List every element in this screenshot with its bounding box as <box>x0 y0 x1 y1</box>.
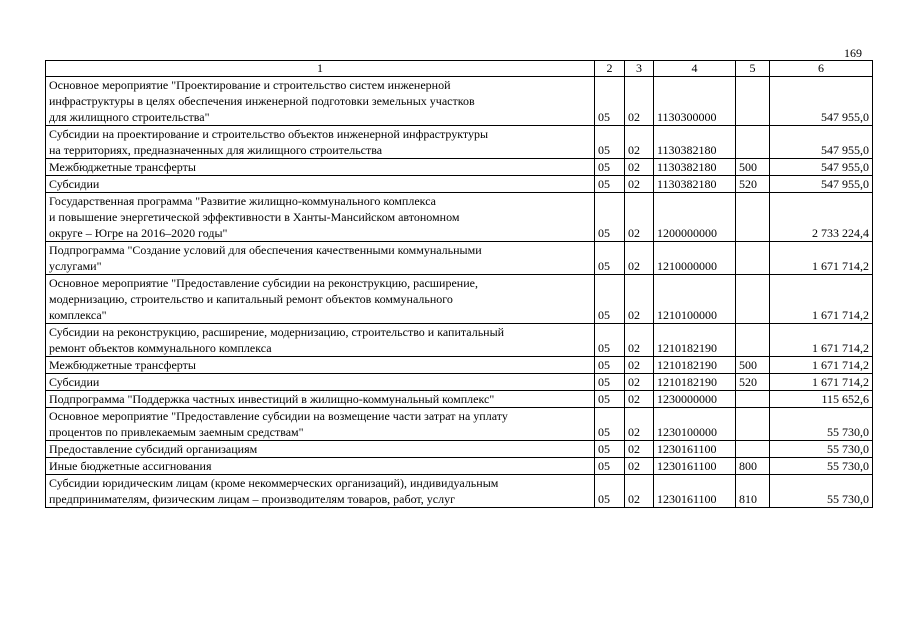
section-cell: 05 <box>595 126 625 159</box>
amount-cell: 55 730,0 <box>770 475 873 508</box>
subsection-cell: 02 <box>625 324 654 357</box>
table-row <box>46 193 873 242</box>
section-cell: 05 <box>595 408 625 441</box>
budget-table <box>45 60 873 508</box>
row-name-cell: Предоставление субсидий организациям <box>46 441 595 458</box>
column-header: 5 <box>736 61 770 77</box>
table-row <box>46 391 873 408</box>
table-row <box>46 242 873 275</box>
expense-type-cell <box>736 391 770 408</box>
subsection-cell: 02 <box>625 408 654 441</box>
amount-cell: 1 671 714,2 <box>770 242 873 275</box>
table-row <box>46 441 873 458</box>
row-name-cell: Основное мероприятие "Проектирование и строительство систем инженерной инфраструктуры в целях обеспечения инженерной подготовки земельных участков для жилищного строительства" <box>46 77 595 126</box>
amount-cell: 115 652,6 <box>770 391 873 408</box>
table-header-row <box>46 61 873 77</box>
row-name-cell: Субсидии на реконструкцию, расширение, модернизацию, строительство и капитальный ремонт объектов коммунального комплекса <box>46 324 595 357</box>
table-row <box>46 275 873 324</box>
row-name-cell: Подпрограмма "Поддержка частных инвестиций в жилищно-коммунальный комплекс" <box>46 391 595 408</box>
row-name-cell: Основное мероприятие "Предоставление субсидии на возмещение части затрат на уплату процентов по привлекаемым заемным средствам" <box>46 408 595 441</box>
table-row <box>46 159 873 176</box>
amount-cell: 547 955,0 <box>770 126 873 159</box>
table-row <box>46 357 873 374</box>
subsection-cell: 02 <box>625 374 654 391</box>
subsection-cell: 02 <box>625 475 654 508</box>
expense-type-cell <box>736 324 770 357</box>
expense-type-cell <box>736 126 770 159</box>
table-row <box>46 324 873 357</box>
expense-type-cell <box>736 242 770 275</box>
row-name-cell: Иные бюджетные ассигнования <box>46 458 595 475</box>
subsection-cell: 02 <box>625 126 654 159</box>
subsection-cell: 02 <box>625 77 654 126</box>
column-header: 1 <box>46 61 595 77</box>
table-row <box>46 176 873 193</box>
section-cell: 05 <box>595 275 625 324</box>
table-row <box>46 408 873 441</box>
amount-cell: 1 671 714,2 <box>770 324 873 357</box>
subsection-cell: 02 <box>625 391 654 408</box>
target-code-cell: 1130382180 <box>654 176 736 193</box>
section-cell: 05 <box>595 176 625 193</box>
section-cell: 05 <box>595 458 625 475</box>
target-code-cell: 1230161100 <box>654 475 736 508</box>
subsection-cell: 02 <box>625 159 654 176</box>
table-row <box>46 458 873 475</box>
amount-cell: 55 730,0 <box>770 441 873 458</box>
expense-type-cell <box>736 193 770 242</box>
target-code-cell: 1230161100 <box>654 458 736 475</box>
subsection-cell: 02 <box>625 275 654 324</box>
row-name-cell: Подпрограмма "Создание условий для обеспечения качественными коммунальными услугами" <box>46 242 595 275</box>
expense-type-cell <box>736 408 770 441</box>
target-code-cell: 1210182190 <box>654 374 736 391</box>
expense-type-cell <box>736 77 770 126</box>
row-name-cell: Субсидии юридическим лицам (кроме некоммерческих организаций), индивидуальным предпринимателям, физическим лицам – производителям товаров, работ, услуг <box>46 475 595 508</box>
expense-type-cell: 520 <box>736 176 770 193</box>
subsection-cell: 02 <box>625 441 654 458</box>
column-header: 3 <box>625 61 654 77</box>
subsection-cell: 02 <box>625 242 654 275</box>
section-cell: 05 <box>595 475 625 508</box>
amount-cell: 2 733 224,4 <box>770 193 873 242</box>
target-code-cell: 1210182190 <box>654 324 736 357</box>
target-code-cell: 1130382180 <box>654 159 736 176</box>
expense-type-cell: 500 <box>736 357 770 374</box>
row-name-cell: Субсидии <box>46 374 595 391</box>
section-cell: 05 <box>595 374 625 391</box>
column-header: 6 <box>770 61 873 77</box>
row-name-cell: Межбюджетные трансферты <box>46 159 595 176</box>
amount-cell: 547 955,0 <box>770 176 873 193</box>
row-name-cell: Субсидии <box>46 176 595 193</box>
page-number: 169 <box>844 46 862 60</box>
amount-cell: 1 671 714,2 <box>770 357 873 374</box>
expense-type-cell: 520 <box>736 374 770 391</box>
table-row <box>46 126 873 159</box>
subsection-cell: 02 <box>625 176 654 193</box>
target-code-cell: 1210182190 <box>654 357 736 374</box>
amount-cell: 55 730,0 <box>770 408 873 441</box>
row-name-cell: Субсидии на проектирование и строительство объектов инженерной инфраструктуры на территориях, предназначенных для жилищного строительства <box>46 126 595 159</box>
target-code-cell: 1130300000 <box>654 77 736 126</box>
table-row <box>46 77 873 126</box>
row-name-cell: Государственная программа "Развитие жилищно-коммунального комплекса и повышение энергетической эффективности в Ханты-Мансийском автономном округе – Югре на 2016–2020 годы" <box>46 193 595 242</box>
expense-type-cell: 500 <box>736 159 770 176</box>
target-code-cell: 1230000000 <box>654 391 736 408</box>
subsection-cell: 02 <box>625 458 654 475</box>
target-code-cell: 1230100000 <box>654 408 736 441</box>
amount-cell: 547 955,0 <box>770 159 873 176</box>
section-cell: 05 <box>595 77 625 126</box>
table-body <box>46 77 873 508</box>
section-cell: 05 <box>595 159 625 176</box>
target-code-cell: 1200000000 <box>654 193 736 242</box>
target-code-cell: 1210000000 <box>654 242 736 275</box>
column-header: 2 <box>595 61 625 77</box>
amount-cell: 547 955,0 <box>770 77 873 126</box>
subsection-cell: 02 <box>625 357 654 374</box>
row-name-cell: Межбюджетные трансферты <box>46 357 595 374</box>
section-cell: 05 <box>595 242 625 275</box>
section-cell: 05 <box>595 324 625 357</box>
expense-type-cell: 800 <box>736 458 770 475</box>
row-name-cell: Основное мероприятие "Предоставление субсидии на реконструкцию, расширение, модернизацию, строительство и капитальный ремонт объектов коммунального комплекса" <box>46 275 595 324</box>
section-cell: 05 <box>595 441 625 458</box>
amount-cell: 55 730,0 <box>770 458 873 475</box>
table-row <box>46 475 873 508</box>
target-code-cell: 1130382180 <box>654 126 736 159</box>
column-header: 4 <box>654 61 736 77</box>
section-cell: 05 <box>595 357 625 374</box>
section-cell: 05 <box>595 193 625 242</box>
target-code-cell: 1230161100 <box>654 441 736 458</box>
expense-type-cell: 810 <box>736 475 770 508</box>
section-cell: 05 <box>595 391 625 408</box>
target-code-cell: 1210100000 <box>654 275 736 324</box>
amount-cell: 1 671 714,2 <box>770 374 873 391</box>
amount-cell: 1 671 714,2 <box>770 275 873 324</box>
subsection-cell: 02 <box>625 193 654 242</box>
expense-type-cell <box>736 441 770 458</box>
table-row <box>46 374 873 391</box>
expense-type-cell <box>736 275 770 324</box>
